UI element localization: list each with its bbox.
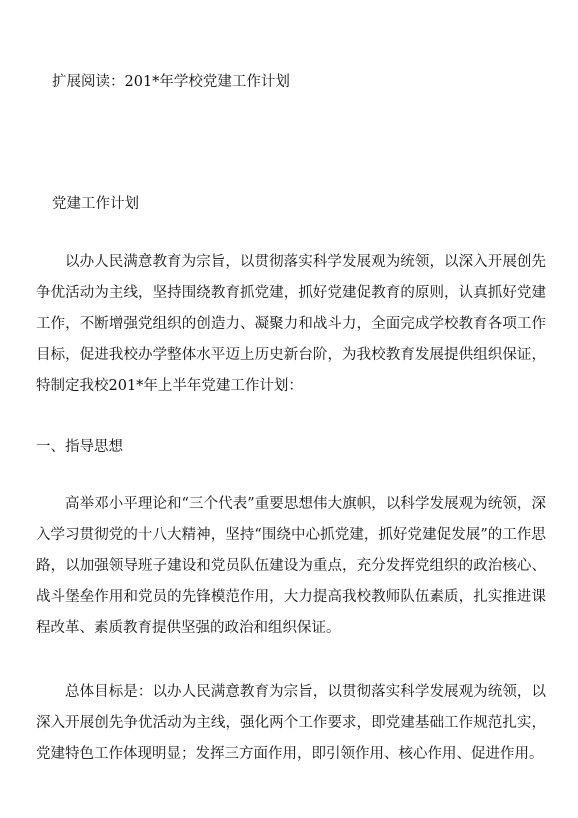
- overall-goal-paragraph: 总体目标是：以办人民满意教育为宗旨，以贯彻落实科学发展观为统领，以深入开展创先争优活动为主线，强化两个工作要求，即党建基础工作规范扎实，党建特色工作体现明显；发挥三方面作用，即引领作用、核心作用、促进作用。: [36, 684, 546, 762]
- guiding-ideology-paragraph: 高举邓小平理论和“三个代表”重要思想伟大旗帜，以科学发展观为统领，深入学习贯彻党的十八大精神，坚持“围绕中心抓党建，抓好党建促发展”的工作思路，以加强领导班子建设和党员队伍建设为重点，充分发挥党组织的政治核心、战斗堡垒作用和党员的先锋模范作用，大力提高我校教师队伍素质，扎实推进课程改革、素质教育提供坚强的政治和组织保证。: [36, 496, 546, 636]
- intro-paragraph: 以办人民满意教育为宗旨，以贯彻落实科学发展观为统领，以深入开展创先争优活动为主线，坚持围绕教育抓党建，抓好党建促教育的原则，认真抓好党建工作，不断增强党组织的创造力、凝聚力和战斗力，全面完成学校教育各项工作目标，促进我校办学整体水平迈上历史新台阶，为我校教育发展提供组织保证，特制定我校201*年上半年党建工作计划：: [36, 254, 546, 394]
- extended-reading-line: 扩展阅读：201*年学校党建工作计划: [52, 74, 290, 90]
- plan-title: 党建工作计划: [52, 196, 139, 212]
- section-1-heading: 一、指导思想: [36, 439, 123, 455]
